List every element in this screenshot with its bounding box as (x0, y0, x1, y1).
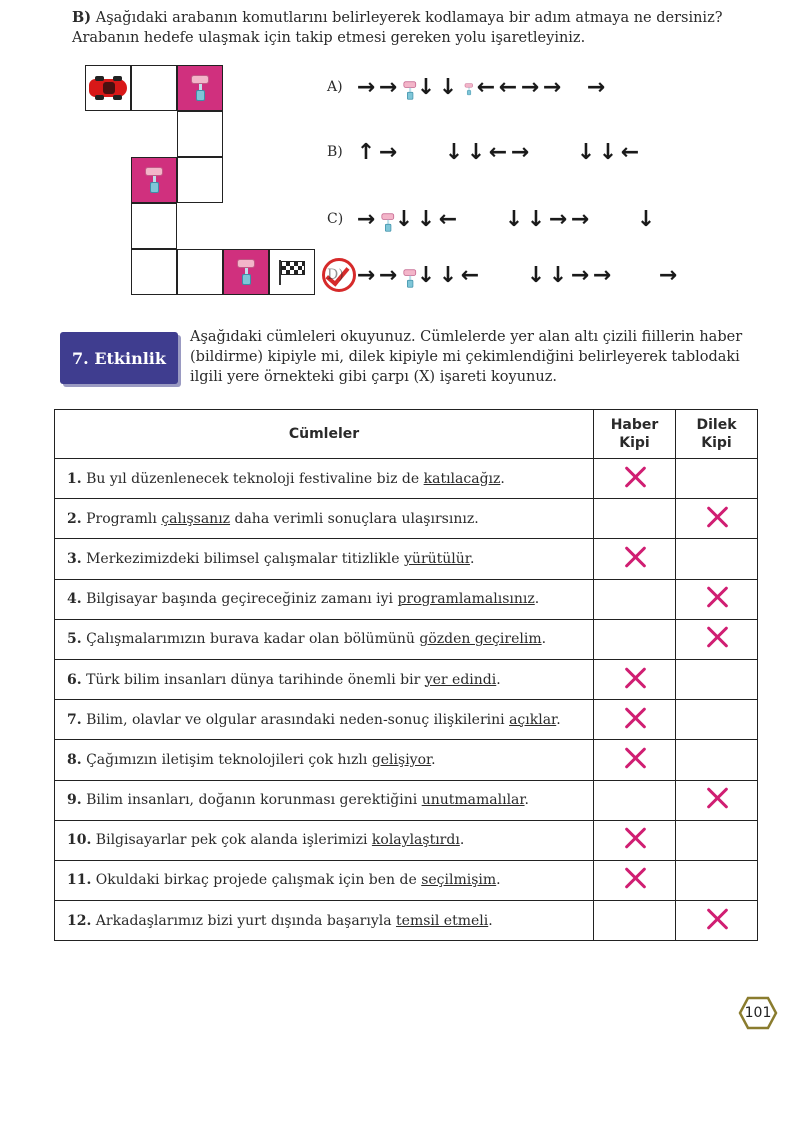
sentence-text-end: . (556, 711, 561, 728)
x-mark-icon (706, 506, 728, 528)
sentence-text-end: . (496, 671, 501, 688)
table-row (55, 700, 758, 740)
sentence-number: 7. (67, 711, 82, 728)
question-text (72, 8, 772, 48)
sentence-number: 12. (67, 912, 92, 929)
down-arrow-icon: ↓ (466, 139, 486, 165)
x-mark-icon (624, 546, 646, 568)
sentence-text: Okuldaki birkaç projede çalışmak için ben de (91, 872, 422, 889)
x-mark-icon (706, 586, 728, 608)
left-arrow-icon: ← (460, 262, 480, 288)
verb-mood-table (54, 409, 758, 941)
option-label: A) (327, 79, 343, 95)
instruction-line: ilgili yere örnekteki gibi çarpı (X) işareti koyunuz. (190, 369, 557, 385)
paint-roller-icon (142, 165, 166, 195)
sentence-number: 10. (67, 832, 92, 849)
question-line1: Aşağıdaki arabanın komutlarını belirleyerek kodlamaya bir adım atmaya ne dersiniz? (95, 10, 723, 26)
grid-cell (177, 111, 223, 157)
underlined-verb: açıklar (509, 711, 557, 728)
dilek-mark-cell[interactable] (676, 539, 758, 579)
paint-roller-icon (188, 73, 212, 103)
table-row (55, 740, 758, 780)
dilek-mark-cell[interactable] (676, 619, 758, 659)
header-dilek-line2: Kipi (701, 435, 732, 451)
question-prefix: B) (72, 9, 92, 26)
haber-mark-cell[interactable] (594, 860, 676, 900)
underlined-verb: katılacağız (423, 470, 501, 487)
sentence-text-end: . (459, 832, 465, 849)
grid-cell-paint (131, 157, 177, 203)
paint-roller-icon (377, 206, 393, 232)
header-dilek (676, 410, 758, 459)
sentence-text-end: . (500, 470, 505, 487)
right-arrow-icon: → (356, 206, 376, 232)
sentence-cell (55, 579, 594, 619)
sentence-number: 3. (67, 550, 82, 567)
dilek-mark-cell[interactable] (676, 740, 758, 780)
table-row (55, 659, 758, 699)
grid-cell (177, 157, 223, 203)
option-label: B) (327, 144, 343, 160)
sentence-text: Merkezimizdeki bilimsel çalışmalar titizlikle (81, 550, 405, 567)
dilek-mark-cell[interactable] (676, 901, 758, 941)
grid-cell-start (85, 65, 131, 111)
sentence-cell (55, 780, 594, 820)
down-arrow-icon: ↓ (444, 139, 464, 165)
haber-mark-cell[interactable] (594, 740, 676, 780)
right-arrow-icon: → (378, 262, 398, 288)
x-mark-icon (624, 867, 646, 889)
up-arrow-icon: ↑ (356, 139, 376, 165)
activity-badge: 7. Etkinlik (60, 332, 178, 384)
sentence-text-end: . (488, 912, 493, 929)
sentence-cell (55, 659, 594, 699)
sentence-cell (55, 539, 594, 579)
right-arrow-icon: → (570, 262, 590, 288)
left-arrow-icon: ← (488, 139, 508, 165)
sentence-text: Arkadaşlarımız bizi yurt dışında başarıyla (91, 912, 397, 929)
x-mark-icon (706, 626, 728, 648)
haber-mark-cell[interactable] (594, 820, 676, 860)
underlined-verb: yürütülür (404, 550, 470, 567)
x-mark-icon (706, 787, 728, 809)
page-number (738, 996, 778, 1030)
right-arrow-icon: → (570, 206, 590, 232)
car-icon (89, 76, 127, 100)
header-haber-line2: Kipi (619, 435, 650, 451)
down-arrow-icon: ↓ (416, 206, 436, 232)
dilek-mark-cell[interactable] (676, 780, 758, 820)
down-arrow-icon: ↓ (576, 139, 596, 165)
left-arrow-icon: ← (620, 139, 640, 165)
table-row (55, 619, 758, 659)
haber-mark-cell[interactable] (594, 459, 676, 499)
down-arrow-icon: ↓ (504, 206, 524, 232)
right-arrow-icon: → (520, 74, 540, 100)
down-arrow-icon: ↓ (636, 206, 656, 232)
dilek-mark-cell[interactable] (676, 499, 758, 539)
activity-instructions (190, 327, 765, 387)
table-row (55, 539, 758, 579)
sentence-cell (55, 901, 594, 941)
paint-roller-icon (234, 257, 258, 287)
grid-cell (177, 249, 223, 295)
right-arrow-icon: → (356, 262, 376, 288)
page-number-text: 101 (744, 1005, 772, 1021)
sentence-text: Bu yıl düzenlenecek teknoloji festivaline biz de (81, 470, 424, 487)
sentence-number: 9. (67, 792, 82, 809)
grid-cell-paint (223, 249, 269, 295)
haber-mark-cell[interactable] (594, 579, 676, 619)
sentence-text: Bilim, olavlar ve olgular arasındaki neden-sonuç ilişkilerini (81, 711, 510, 728)
dilek-mark-cell[interactable] (676, 579, 758, 619)
option-a[interactable] (327, 72, 767, 102)
right-arrow-icon: → (510, 139, 530, 165)
sentence-text: Türk bilim insanları dünya tarihinde önemli bir (81, 671, 425, 688)
right-arrow-icon: → (356, 74, 376, 100)
x-mark-icon (706, 908, 728, 930)
underlined-verb: gözden geçirelim (419, 631, 542, 648)
right-arrow-icon: → (378, 74, 398, 100)
sentence-number: 4. (67, 591, 82, 608)
sentence-number: 2. (67, 510, 82, 527)
grid-cell (131, 249, 177, 295)
down-arrow-icon: ↓ (526, 206, 546, 232)
table-row (55, 901, 758, 941)
down-arrow-icon: ↓ (438, 262, 458, 288)
sentence-number: 6. (67, 671, 82, 688)
x-mark-icon (624, 667, 646, 689)
left-arrow-icon: ← (498, 74, 518, 100)
sentence-text-end: . (534, 591, 540, 608)
x-mark-icon (624, 466, 646, 488)
haber-mark-cell[interactable] (594, 659, 676, 699)
underlined-verb: çalışsanız (161, 510, 231, 527)
right-arrow-icon: → (548, 206, 568, 232)
sentence-text: Bilim insanları, doğanın korunması gerektiğini (81, 792, 422, 809)
sentence-text-end: . (431, 751, 436, 768)
right-arrow-icon: → (658, 262, 678, 288)
table-row (55, 499, 758, 539)
header-haber (594, 410, 676, 459)
question-line2: Arabanın hedefe ulaşmak için takip etmesi gereken yolu işaretleyiniz. (72, 30, 586, 46)
sentence-number: 11. (67, 872, 92, 889)
sentence-cell (55, 619, 594, 659)
right-arrow-icon: → (542, 74, 562, 100)
sentence-text: Bilgisayar başında geçireceğiniz zamanı iyi (81, 591, 398, 608)
option-b[interactable] (327, 137, 767, 167)
haber-mark-cell[interactable] (594, 780, 676, 820)
sentence-text: Çağımızın iletişim teknolojileri çok hızlı (81, 751, 372, 768)
right-arrow-icon: → (586, 74, 606, 100)
down-arrow-icon: ↓ (416, 74, 436, 100)
option-label: C) (327, 211, 344, 227)
option-d[interactable] (327, 260, 767, 290)
sentence-cell (55, 700, 594, 740)
haber-mark-cell[interactable] (594, 499, 676, 539)
table-row (55, 459, 758, 499)
dilek-mark-cell[interactable] (676, 820, 758, 860)
down-arrow-icon: ↓ (416, 262, 436, 288)
paint-roller-icon (399, 74, 415, 100)
underlined-verb: unutmamalılar (421, 792, 525, 809)
down-arrow-icon: ↓ (438, 74, 458, 100)
underlined-verb: temsil etmeli (396, 912, 489, 929)
sentence-number: 8. (67, 751, 82, 768)
header-haber-line1: Haber (610, 417, 659, 433)
x-mark-icon (624, 707, 646, 729)
haber-mark-cell[interactable] (594, 539, 676, 579)
underlined-verb: programlamalısınız (397, 591, 535, 608)
underlined-verb: seçilmişim (421, 872, 497, 889)
down-arrow-icon: ↓ (394, 206, 414, 232)
sentence-cell (55, 499, 594, 539)
paint-roller-icon (399, 262, 415, 288)
sentence-text: Programlı (81, 510, 162, 527)
grid-cell-finish (269, 249, 315, 295)
header-sentences: Cümleler (55, 410, 594, 459)
sentence-text-end: . (524, 792, 529, 809)
x-mark-icon (624, 827, 646, 849)
sentence-cell (55, 459, 594, 499)
dilek-mark-cell[interactable] (676, 700, 758, 740)
sentence-cell (55, 820, 594, 860)
underlined-verb: kolaylaştırdı (371, 832, 460, 849)
instruction-line: (bildirme) kipiyle mi, dilek kipiyle mi çekimlendiğini belirleyerek tablodaki (190, 349, 740, 365)
dilek-mark-cell[interactable] (676, 459, 758, 499)
table-header-row (55, 410, 758, 459)
grid-cell (131, 65, 177, 111)
sentence-number: 1. (67, 470, 82, 487)
right-arrow-icon: → (378, 139, 398, 165)
x-mark-icon (624, 747, 646, 769)
sentence-cell (55, 740, 594, 780)
left-arrow-icon: ← (438, 206, 458, 232)
underlined-verb: yer edindi (424, 671, 497, 688)
left-arrow-icon: ← (476, 74, 496, 100)
header-dilek-line1: Dilek (696, 417, 737, 433)
down-arrow-icon: ↓ (598, 139, 618, 165)
dilek-mark-cell[interactable] (676, 860, 758, 900)
down-arrow-icon: ↓ (548, 262, 568, 288)
grid-cell-paint (177, 65, 223, 111)
sentence-cell (55, 860, 594, 900)
grid-cell (131, 203, 177, 249)
haber-mark-cell[interactable] (594, 619, 676, 659)
option-c[interactable] (327, 204, 767, 234)
underlined-verb: gelişiyor (371, 751, 432, 768)
sentence-text-end: . (496, 872, 501, 889)
sentence-text: Bilgisayarlar pek çok alanda işlerimizi (91, 832, 372, 849)
option-label: D) (327, 267, 344, 283)
paint-roller-icon (459, 74, 475, 100)
sentence-text-end: . (469, 550, 475, 567)
table-row (55, 820, 758, 860)
down-arrow-icon: ↓ (526, 262, 546, 288)
sentence-text-end: daha verimli sonuçlara ulaşırsınız. (230, 510, 479, 527)
haber-mark-cell[interactable] (594, 700, 676, 740)
table-row (55, 780, 758, 820)
sentence-text-end: . (541, 631, 547, 648)
dilek-mark-cell[interactable] (676, 659, 758, 699)
finish-flag-icon (276, 259, 308, 285)
sentence-number: 5. (67, 631, 82, 648)
instruction-line: Aşağıdaki cümleleri okuyunuz. Cümlelerde yer alan altı çizili fiillerin haber (190, 329, 743, 345)
table-row (55, 579, 758, 619)
sentence-text: Çalışmalarımızın burava kadar olan bölümünü (81, 631, 420, 648)
table-row (55, 860, 758, 900)
right-arrow-icon: → (592, 262, 612, 288)
haber-mark-cell[interactable] (594, 901, 676, 941)
